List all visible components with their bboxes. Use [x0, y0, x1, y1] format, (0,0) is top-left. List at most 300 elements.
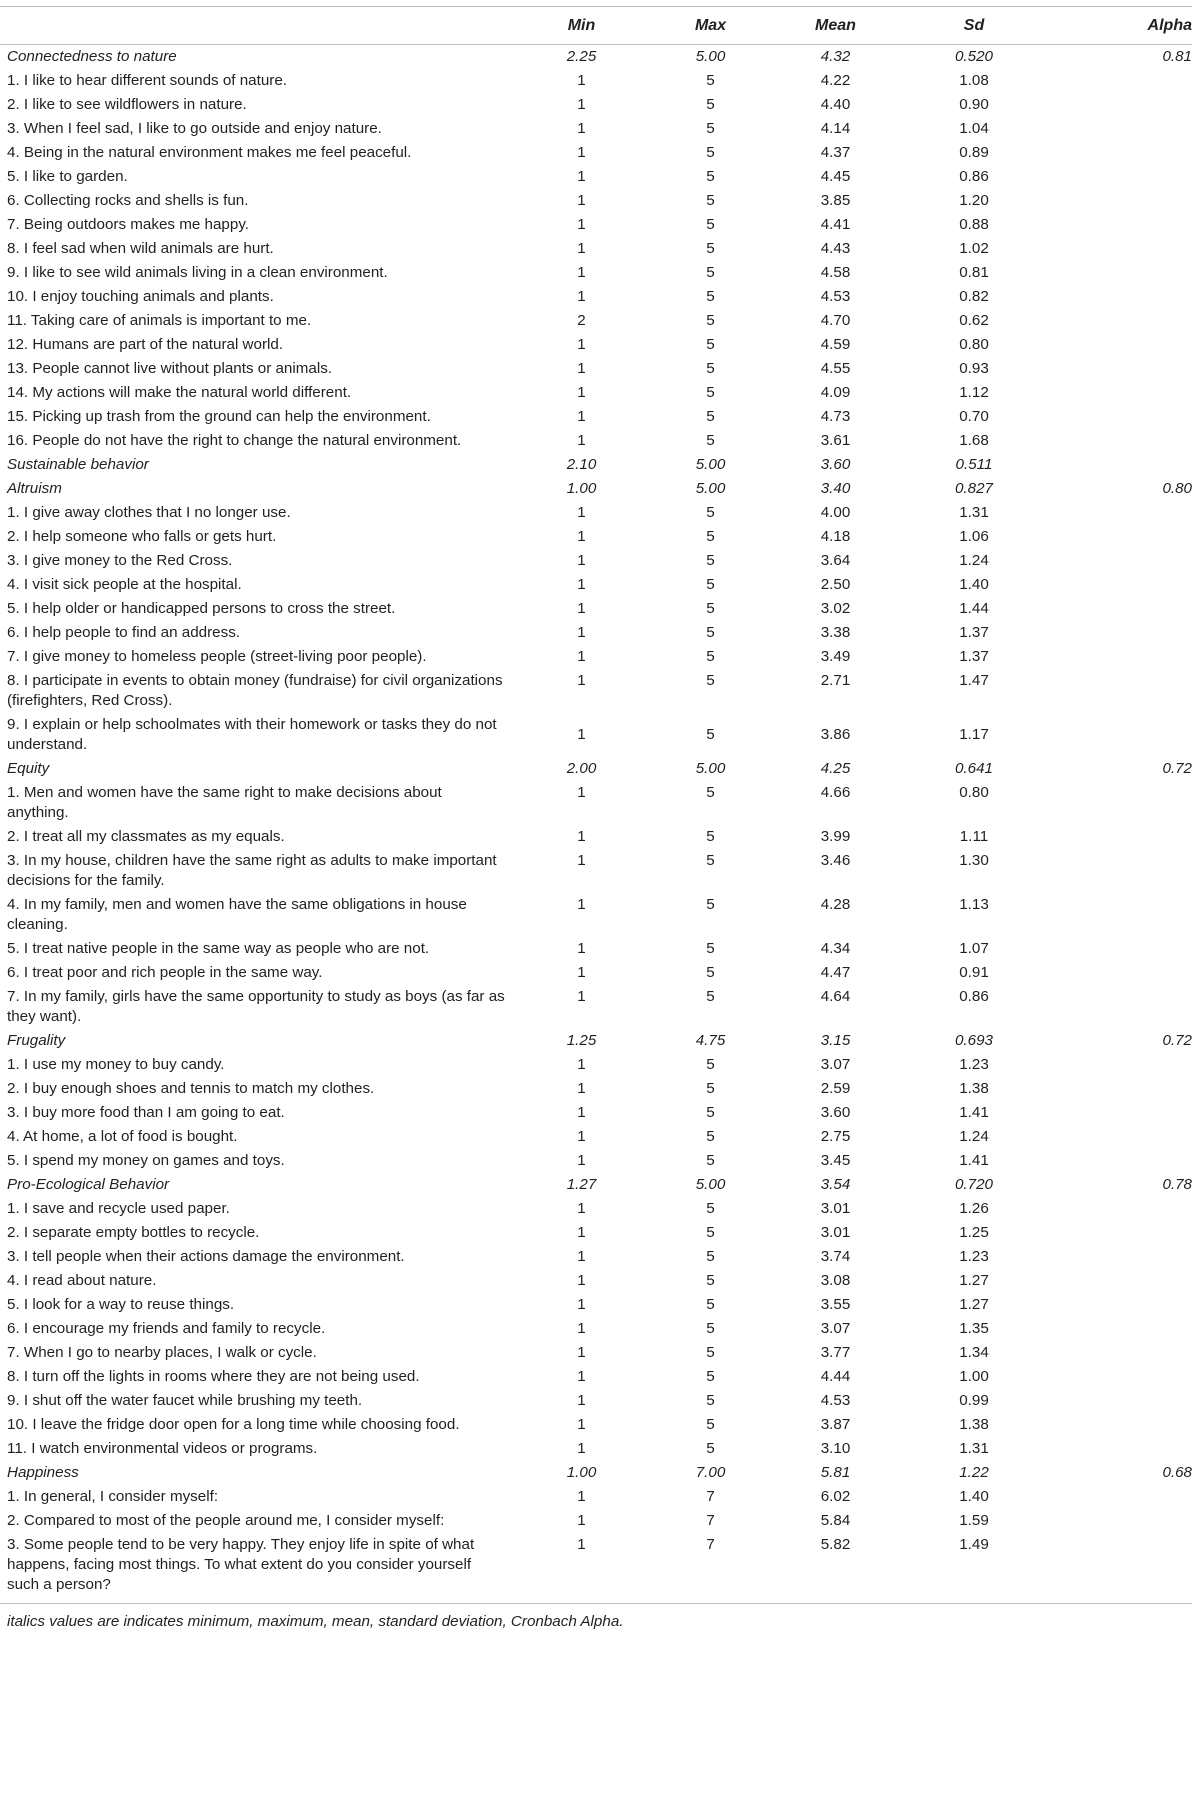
table-row: [0, 213, 1192, 237]
item-sd-cell: 0.88: [959, 216, 989, 233]
item-max-cell: 5: [706, 72, 715, 89]
item-sd-cell: 1.06: [959, 528, 989, 545]
item-max-cell: 5: [706, 408, 715, 425]
section-row: [0, 1173, 1192, 1197]
table-row: [0, 1485, 1192, 1509]
item-label-cell: 15. Picking up trash from the ground can help the environment.: [7, 408, 431, 425]
item-mean-cell: 2.71: [820, 672, 851, 689]
item-max-cell: 5: [706, 1416, 715, 1433]
item-label-cell: 7. I give money to homeless people (street-living poor people).: [7, 648, 427, 665]
item-sd-cell: 1.20: [959, 192, 989, 209]
item-min-cell: 1: [577, 576, 586, 593]
section-label-cell: Connectedness to nature: [7, 48, 177, 65]
table-row: [0, 713, 1192, 757]
item-mean-cell: 3.49: [820, 648, 851, 665]
section-max-cell: 5.00: [695, 1176, 726, 1193]
item-sd-cell: 1.25: [959, 1224, 989, 1241]
table-row: [0, 621, 1192, 645]
table-row: [0, 93, 1192, 117]
item-max-cell: 5: [706, 648, 715, 665]
item-max-cell: 5: [706, 192, 715, 209]
item-mean-cell: 4.40: [820, 96, 851, 113]
item-mean-cell: 4.14: [820, 120, 851, 137]
item-min-cell: 1: [577, 1200, 586, 1217]
table-row: [0, 1125, 1192, 1149]
item-max-cell: 7: [706, 1488, 715, 1505]
item-min-cell: 1: [577, 1128, 586, 1145]
section-alpha-cell: 0.72: [1162, 760, 1192, 777]
item-sd-cell: 0.91: [959, 964, 989, 981]
item-alpha-cell: [1050, 849, 1192, 893]
section-mean-cell: 5.81: [820, 1464, 851, 1481]
item-label-cell: 1. I give away clothes that I no longer use.: [7, 504, 291, 521]
item-label-cell: 2. I help someone who falls or gets hurt.: [7, 528, 277, 545]
table-row: [0, 261, 1192, 285]
item-sd-cell: 0.81: [959, 264, 989, 281]
table-row: [0, 849, 1192, 893]
item-min-cell: 1: [577, 1416, 586, 1433]
table-row: [0, 1365, 1192, 1389]
item-label-cell: 1. In general, I consider myself:: [7, 1488, 219, 1505]
section-min-cell: 1.25: [566, 1032, 597, 1049]
item-alpha-cell: [1050, 1341, 1192, 1365]
item-min-cell: 1: [577, 964, 586, 981]
item-mean-cell: 4.59: [820, 336, 851, 353]
item-sd-cell: 1.40: [959, 1488, 989, 1505]
item-sd-cell: 1.31: [959, 504, 989, 521]
item-label-cell: 8. I participate in events to obtain money (fundraise) for civil organizations (firefighters, Red Cross).: [7, 672, 503, 709]
section-label-cell: Frugality: [7, 1032, 66, 1049]
item-mean-cell: 4.44: [820, 1368, 851, 1385]
table-row: [0, 1077, 1192, 1101]
item-max-cell: 5: [706, 528, 715, 545]
item-max-cell: 5: [706, 1128, 715, 1145]
item-max-cell: 5: [706, 1080, 715, 1097]
section-row: [0, 1029, 1192, 1053]
section-sd-cell: 0.720: [954, 1176, 993, 1193]
item-sd-cell: 1.37: [959, 648, 989, 665]
table-row: [0, 357, 1192, 381]
item-label-cell: 7. In my family, girls have the same opportunity to study as boys (as far as they want).: [7, 988, 505, 1025]
item-label-cell: 11. I watch environmental videos or programs.: [7, 1440, 318, 1457]
table-row: [0, 985, 1192, 1029]
item-max-cell: 5: [706, 1224, 715, 1241]
item-mean-cell: 2.75: [820, 1128, 851, 1145]
section-row: [0, 1461, 1192, 1485]
section-alpha-cell: 0.80: [1162, 480, 1192, 497]
item-label-cell: 11. Taking care of animals is important to me.: [7, 312, 312, 329]
item-sd-cell: 1.41: [959, 1104, 989, 1121]
statistics-table: [0, 6, 1192, 1604]
item-sd-cell: 1.23: [959, 1248, 989, 1265]
item-max-cell: 5: [706, 1440, 715, 1457]
item-label-cell: 3. In my house, children have the same right as adults to make important decisions for the family.: [7, 852, 497, 889]
item-mean-cell: 3.01: [820, 1224, 851, 1241]
item-max-cell: 5: [706, 672, 715, 689]
table-row: [0, 309, 1192, 333]
item-min-cell: 1: [577, 240, 586, 257]
item-max-cell: 5: [706, 504, 715, 521]
item-max-cell: 5: [706, 600, 715, 617]
section-mean-cell: 4.25: [820, 760, 851, 777]
item-mean-cell: 3.99: [820, 828, 851, 845]
item-alpha-cell: [1050, 621, 1192, 645]
item-alpha-cell: [1050, 309, 1192, 333]
item-alpha-cell: [1050, 1437, 1192, 1461]
item-mean-cell: 4.53: [820, 288, 851, 305]
item-label-cell: 9. I explain or help schoolmates with their homework or tasks they do not understand.: [7, 716, 497, 753]
section-min-cell: 1.00: [566, 480, 597, 497]
item-mean-cell: 4.18: [820, 528, 851, 545]
item-alpha-cell: [1050, 501, 1192, 525]
item-sd-cell: 1.68: [959, 432, 989, 449]
header-mean: Mean: [773, 7, 898, 45]
statistics-table-document: [0, 6, 1192, 1632]
item-max-cell: 5: [706, 784, 715, 801]
item-max-cell: 5: [706, 1296, 715, 1313]
section-sd-cell: 0.827: [954, 480, 993, 497]
item-label-cell: 3. Some people tend to be very happy. They enjoy life in spite of what happens, facing most things. To what extent do you consider yourself such a person?: [0, 1533, 515, 1604]
table-row: [0, 141, 1192, 165]
table-row: [0, 597, 1192, 621]
table-row: [0, 961, 1192, 985]
item-alpha-cell: [1050, 1533, 1192, 1604]
item-mean-cell: 4.47: [820, 964, 851, 981]
item-label-cell: 10. I enjoy touching animals and plants.: [7, 288, 274, 305]
item-min-cell: 1: [577, 1344, 586, 1361]
section-max-cell: 4.75: [695, 1032, 726, 1049]
item-max-cell: 5: [706, 264, 715, 281]
section-row: [0, 757, 1192, 781]
item-label-cell: 10. I leave the fridge door open for a long time while choosing food.: [7, 1416, 460, 1433]
item-mean-cell: 4.41: [820, 216, 851, 233]
item-min-cell: 1: [577, 384, 586, 401]
item-mean-cell: 4.09: [820, 384, 851, 401]
item-min-cell: 1: [577, 408, 586, 425]
item-sd-cell: 1.35: [959, 1320, 989, 1337]
section-max-cell: 5.00: [695, 480, 726, 497]
item-label-cell: 4. At home, a lot of food is bought.: [7, 1128, 238, 1145]
item-alpha-cell: [1050, 937, 1192, 961]
item-max-cell: 5: [706, 1152, 715, 1169]
table-row: [0, 825, 1192, 849]
item-mean-cell: 4.00: [820, 504, 851, 521]
table-row: [0, 525, 1192, 549]
section-row: [0, 477, 1192, 501]
item-sd-cell: 0.90: [959, 96, 989, 113]
item-min-cell: 1: [577, 552, 586, 569]
table-row: [0, 69, 1192, 93]
header-min: Min: [515, 7, 648, 45]
section-alpha-cell: [1050, 453, 1192, 477]
item-min-cell: 1: [577, 1104, 586, 1121]
section-max-cell: 7.00: [695, 1464, 726, 1481]
item-min-cell: 1: [577, 1248, 586, 1265]
section-mean-cell: 3.60: [820, 456, 851, 473]
item-max-cell: 5: [706, 120, 715, 137]
item-min-cell: 1: [577, 1320, 586, 1337]
item-label-cell: 6. I treat poor and rich people in the same way.: [7, 964, 323, 981]
item-min-cell: 1: [577, 1488, 586, 1505]
item-alpha-cell: [1050, 1101, 1192, 1125]
table-row: [0, 285, 1192, 309]
item-min-cell: 1: [577, 288, 586, 305]
item-alpha-cell: [1050, 669, 1192, 713]
table-header: [0, 7, 1192, 45]
item-mean-cell: 3.64: [820, 552, 851, 569]
item-label-cell: 3. I tell people when their actions damage the environment.: [7, 1248, 405, 1265]
item-min-cell: 2: [577, 312, 586, 329]
item-max-cell: 5: [706, 432, 715, 449]
item-min-cell: 1: [577, 336, 586, 353]
item-alpha-cell: [1050, 985, 1192, 1029]
item-max-cell: 5: [706, 96, 715, 113]
item-max-cell: 5: [706, 828, 715, 845]
item-sd-cell: 0.70: [959, 408, 989, 425]
item-mean-cell: 3.38: [820, 624, 851, 641]
item-mean-cell: 5.84: [820, 1512, 851, 1529]
item-label-cell: 3. When I feel sad, I like to go outside and enjoy nature.: [7, 120, 382, 137]
item-alpha-cell: [1050, 1317, 1192, 1341]
table-row: [0, 549, 1192, 573]
item-max-cell: 5: [706, 1056, 715, 1073]
item-max-cell: 7: [648, 1533, 773, 1604]
item-mean-cell: 4.73: [820, 408, 851, 425]
section-mean-cell: 3.54: [820, 1176, 851, 1193]
item-label-cell: 2. Compared to most of the people around me, I consider myself:: [7, 1512, 445, 1529]
item-sd-cell: 1.31: [959, 1440, 989, 1457]
item-alpha-cell: [1050, 1053, 1192, 1077]
section-sd-cell: 0.511: [955, 456, 993, 473]
item-label-cell: 4. In my family, men and women have the same obligations in house cleaning.: [7, 896, 467, 933]
section-row: [0, 45, 1192, 70]
item-sd-cell: 0.86: [959, 988, 989, 1005]
item-max-cell: 5: [706, 1368, 715, 1385]
item-min-cell: 1: [577, 828, 586, 845]
item-mean-cell: 3.77: [820, 1344, 851, 1361]
item-min-cell: 1: [577, 504, 586, 521]
item-label-cell: 1. I use my money to buy candy.: [7, 1056, 225, 1073]
section-label-cell: Pro-Ecological Behavior: [7, 1176, 170, 1193]
item-min-cell: 1: [577, 528, 586, 545]
item-alpha-cell: [1050, 93, 1192, 117]
item-min-cell: 1: [577, 726, 586, 743]
item-label-cell: 3. I give money to the Red Cross.: [7, 552, 233, 569]
item-alpha-cell: [1050, 429, 1192, 453]
item-label-cell: 6. Collecting rocks and shells is fun.: [7, 192, 249, 209]
item-max-cell: 5: [706, 576, 715, 593]
item-mean-cell: 4.43: [820, 240, 851, 257]
header-sd: Sd: [898, 7, 1050, 45]
table-row: [0, 501, 1192, 525]
item-alpha-cell: [1050, 893, 1192, 937]
table-row: [0, 1149, 1192, 1173]
item-alpha-cell: [1050, 573, 1192, 597]
item-min-cell: 1: [577, 144, 586, 161]
item-mean-cell: 3.60: [820, 1104, 851, 1121]
item-mean-cell: 3.74: [820, 1248, 851, 1265]
section-label-cell: Altruism: [7, 480, 62, 497]
item-max-cell: 5: [706, 336, 715, 353]
item-alpha-cell: [1050, 381, 1192, 405]
section-sd-cell: 0.520: [954, 48, 993, 65]
item-min-cell: 1: [577, 1512, 586, 1529]
table-row: [0, 893, 1192, 937]
item-sd-cell: 1.17: [959, 726, 989, 743]
item-sd-cell: 1.59: [959, 1512, 989, 1529]
item-min-cell: 1: [577, 192, 586, 209]
item-min-cell: 1: [577, 96, 586, 113]
item-mean-cell: 4.37: [820, 144, 851, 161]
item-alpha-cell: [1050, 189, 1192, 213]
item-max-cell: 5: [706, 552, 715, 569]
item-label-cell: 14. My actions will make the natural world different.: [7, 384, 352, 401]
table-row: [0, 669, 1192, 713]
item-sd-cell: 0.93: [959, 360, 989, 377]
table-row: [0, 333, 1192, 357]
item-label-cell: 1. Men and women have the same right to make decisions about anything.: [7, 784, 442, 821]
item-mean-cell: 3.02: [820, 600, 851, 617]
item-sd-cell: 1.47: [959, 672, 989, 689]
item-sd-cell: 1.40: [959, 576, 989, 593]
item-label-cell: 16. People do not have the right to change the natural environment.: [7, 432, 462, 449]
section-label-cell: Equity: [7, 760, 50, 777]
item-sd-cell: 1.49: [898, 1533, 1050, 1604]
item-max-cell: 5: [706, 1344, 715, 1361]
item-max-cell: 5: [706, 896, 715, 913]
item-mean-cell: 3.45: [820, 1152, 851, 1169]
item-min-cell: 1: [577, 360, 586, 377]
section-mean-cell: 4.32: [820, 48, 851, 65]
item-sd-cell: 0.62: [959, 312, 989, 329]
table-row: [0, 781, 1192, 825]
table-row: [0, 1389, 1192, 1413]
item-sd-cell: 1.12: [959, 384, 989, 401]
item-alpha-cell: [1050, 597, 1192, 621]
table-row: [0, 189, 1192, 213]
item-max-cell: 5: [706, 624, 715, 641]
table-row: [0, 1245, 1192, 1269]
section-row: [0, 453, 1192, 477]
item-mean-cell: 4.45: [820, 168, 851, 185]
section-min-cell: 1.27: [566, 1176, 597, 1193]
header-label: [0, 7, 515, 45]
item-alpha-cell: [1050, 1413, 1192, 1437]
section-min-cell: 2.25: [566, 48, 597, 65]
table-row: [0, 237, 1192, 261]
item-alpha-cell: [1050, 1221, 1192, 1245]
item-alpha-cell: [1050, 141, 1192, 165]
item-sd-cell: 1.08: [959, 72, 989, 89]
item-alpha-cell: [1050, 1269, 1192, 1293]
item-min-cell: 1: [577, 648, 586, 665]
item-max-cell: 5: [706, 726, 715, 743]
item-label-cell: 4. I visit sick people at the hospital.: [7, 576, 242, 593]
table-body: [0, 45, 1192, 1604]
item-max-cell: 5: [706, 360, 715, 377]
item-max-cell: 5: [706, 988, 715, 1005]
item-alpha-cell: [1050, 1365, 1192, 1389]
item-mean-cell: 3.46: [820, 852, 851, 869]
item-label-cell: 2. I treat all my classmates as my equals.: [7, 828, 285, 845]
item-sd-cell: 1.23: [959, 1056, 989, 1073]
section-max-cell: 5.00: [695, 48, 726, 65]
item-alpha-cell: [1050, 1245, 1192, 1269]
item-min-cell: 1: [577, 168, 586, 185]
item-sd-cell: 1.27: [959, 1272, 989, 1289]
item-sd-cell: 0.80: [959, 336, 989, 353]
item-label-cell: 6. I encourage my friends and family to recycle.: [7, 1320, 326, 1337]
section-sd-cell: 1.22: [959, 1464, 989, 1481]
item-alpha-cell: [1050, 261, 1192, 285]
item-alpha-cell: [1050, 285, 1192, 309]
table-row: [0, 1341, 1192, 1365]
item-min-cell: 1: [577, 120, 586, 137]
item-min-cell: 1: [577, 1368, 586, 1385]
item-label-cell: 2. I buy enough shoes and tennis to match my clothes.: [7, 1080, 375, 1097]
section-alpha-cell: 0.68: [1162, 1464, 1192, 1481]
item-sd-cell: 1.37: [959, 624, 989, 641]
item-min-cell: 1: [577, 1056, 586, 1073]
table-row: [0, 1101, 1192, 1125]
item-mean-cell: 3.85: [820, 192, 851, 209]
table-row: [0, 165, 1192, 189]
item-max-cell: 5: [706, 144, 715, 161]
item-min-cell: 1: [577, 624, 586, 641]
item-sd-cell: 1.27: [959, 1296, 989, 1313]
item-mean-cell: 4.70: [820, 312, 851, 329]
section-sd-cell: 0.641: [954, 760, 993, 777]
item-sd-cell: 1.30: [959, 852, 989, 869]
item-label-cell: 5. I treat native people in the same way as people who are not.: [7, 940, 430, 957]
item-mean-cell: 5.82: [773, 1533, 898, 1604]
item-alpha-cell: [1050, 645, 1192, 669]
item-min-cell: 1: [577, 940, 586, 957]
table-row: [0, 573, 1192, 597]
item-sd-cell: 0.89: [959, 144, 989, 161]
item-sd-cell: 1.04: [959, 120, 989, 137]
item-mean-cell: 4.58: [820, 264, 851, 281]
item-alpha-cell: [1050, 1293, 1192, 1317]
item-label-cell: 1. I like to hear different sounds of nature.: [7, 72, 288, 89]
item-sd-cell: 1.13: [959, 896, 989, 913]
table-row: [0, 1317, 1192, 1341]
item-alpha-cell: [1050, 357, 1192, 381]
item-max-cell: 7: [706, 1512, 715, 1529]
item-min-cell: 1: [577, 264, 586, 281]
item-label-cell: 8. I turn off the lights in rooms where they are not being used.: [7, 1368, 420, 1385]
table-row: [0, 1197, 1192, 1221]
item-mean-cell: 4.22: [820, 72, 851, 89]
item-sd-cell: 0.82: [959, 288, 989, 305]
item-sd-cell: 1.41: [959, 1152, 989, 1169]
item-sd-cell: 1.11: [959, 828, 989, 845]
table-row: [0, 645, 1192, 669]
item-max-cell: 5: [706, 852, 715, 869]
section-label-cell: Happiness: [7, 1464, 79, 1481]
table-row: [0, 1269, 1192, 1293]
item-sd-cell: 0.99: [959, 1392, 989, 1409]
item-label-cell: 4. Being in the natural environment makes me feel peaceful.: [7, 144, 412, 161]
item-min-cell: 1: [577, 1272, 586, 1289]
item-min-cell: 1: [515, 1533, 648, 1604]
table-row: [0, 1293, 1192, 1317]
item-label-cell: 2. I separate empty bottles to recycle.: [7, 1224, 260, 1241]
item-alpha-cell: [1050, 213, 1192, 237]
item-alpha-cell: [1050, 1389, 1192, 1413]
item-min-cell: 1: [577, 784, 586, 801]
item-min-cell: 1: [577, 1152, 586, 1169]
